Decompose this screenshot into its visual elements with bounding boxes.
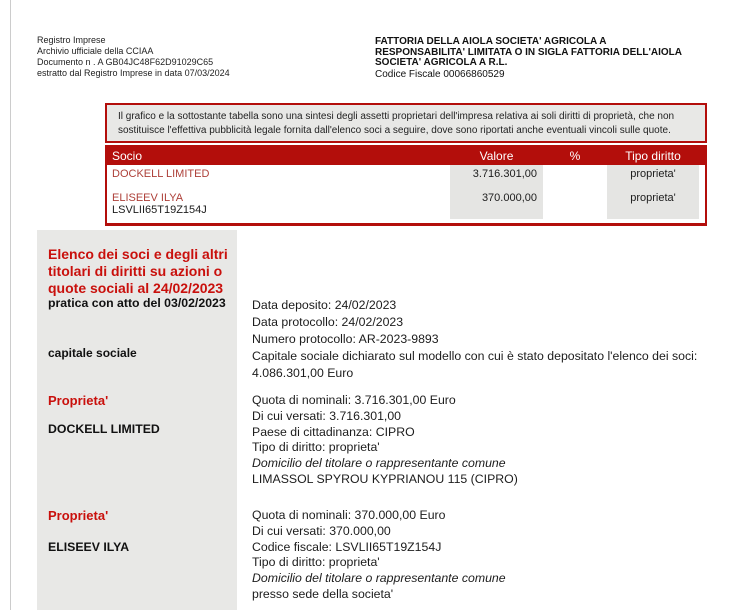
capitale-dichiarato: Capitale sociale dichiarato sul modello con cui è stato depositato l'elenco dei soci: 4.086.301,00 Euro [252, 349, 698, 380]
section-details [252, 393, 712, 488]
company-header [375, 37, 687, 80]
title-line: Elenco dei soci e degli altri [48, 246, 228, 262]
di-cui-versati: Di cui versati: 370.000,00 [252, 523, 391, 538]
registry-name: Registro Imprese [37, 35, 106, 45]
domicilio-address: LIMASSOL SPYROU KYPRIANOU 115 (CIPRO) [252, 471, 518, 486]
table-row-socio [107, 165, 450, 189]
section-details [252, 508, 712, 603]
section-holder-name: DOCKELL LIMITED [48, 422, 160, 436]
domicilio-heading: Domicilio del titolare o rappresentante comune [252, 571, 506, 586]
numero-protocollo: Numero protocollo: AR-2023-9893 [252, 332, 439, 346]
title-line: quote sociali al 24/02/2023 [48, 280, 224, 296]
section-holder-name: ELISEEV ILYA [48, 540, 130, 554]
title-line: titolari di diritti su azioni o [48, 263, 223, 279]
shareholders-table [105, 145, 707, 226]
codice-fiscale: Codice fiscale: LSVLII65T19Z154J [252, 539, 442, 554]
column-header-valore: Valore [479, 149, 514, 163]
shareholder-name: ELISEEV ILYA [112, 192, 184, 204]
section-proprieta-label: Proprieta' [48, 508, 109, 523]
paese-cittadinanza: Paese di cittadinanza: CIPRO [252, 424, 415, 439]
quota-nominali: Quota di nominali: 370.000,00 Euro [252, 508, 446, 522]
table-row-tipo: proprieta' [607, 189, 699, 219]
domicilio-address: presso sede della societa' [252, 586, 394, 601]
page-left-divider [10, 0, 11, 610]
shareholder-fiscal-code: LSVLII65T19Z154J [112, 204, 207, 216]
elenco-soci-title [48, 246, 228, 297]
row-filler [699, 165, 705, 189]
deposit-info [252, 297, 712, 382]
notice-box [105, 103, 707, 143]
tipo-diritto: Tipo di diritto: proprieta' [252, 555, 380, 570]
table-row-percent [543, 189, 607, 219]
extract-date: estratto dal Registro Imprese in data 07/03/2024 [37, 68, 230, 78]
registry-header [37, 35, 230, 79]
data-protocollo: Data protocollo: 24/02/2023 [252, 315, 404, 329]
column-header-tipo-diritto: Tipo diritto [625, 149, 681, 163]
column-header-socio: Socio [112, 149, 143, 163]
di-cui-versati: Di cui versati: 3.716.301,00 [252, 408, 402, 423]
table-row-socio [107, 189, 450, 219]
notice-text: Il grafico e la sottostante tabella sono una sintesi degli assetti proprietari dell'impresa relativa ai soli diritti di proprietà, che non sostituisce l'effettiva pubblicità legale fornita dall'elenco soci a seguire, dove sono riportati anche eventuali vincoli sulle quote. [118, 111, 675, 136]
table-header-row [107, 147, 705, 165]
pratica-subtitle: pratica con atto del 03/02/2023 [48, 296, 226, 310]
registry-archive: Archivio ufficiale della CCIAA [37, 46, 154, 56]
capitale-sociale-label: capitale sociale [48, 346, 137, 360]
quota-nominali: Quota di nominali: 3.716.301,00 Euro [252, 393, 456, 407]
table-row-valore: 370.000,00 [450, 189, 543, 219]
section-proprieta-label: Proprieta' [48, 393, 109, 408]
table-row-percent [543, 165, 607, 189]
tipo-diritto: Tipo di diritto: proprieta' [252, 440, 380, 455]
document-number: Documento n . A GB04JC48F62D91029C65 [37, 57, 214, 67]
shareholder-name: DOCKELL LIMITED [112, 168, 210, 180]
table-body [107, 165, 705, 223]
column-header-percent: % [569, 149, 581, 163]
table-row-valore: 3.716.301,00 [450, 165, 543, 189]
domicilio-heading: Domicilio del titolare o rappresentante comune [252, 456, 506, 471]
data-deposito: Data deposito: 24/02/2023 [252, 298, 397, 312]
fiscal-code: Codice Fiscale 00066860529 [375, 68, 505, 80]
row-filler [699, 189, 705, 219]
company-name: FATTORIA DELLA AIOLA SOCIETA' AGRICOLA A RESPONSABILITA' LIMITATA O IN SIGLA FATTORIA DELL'AIOLA SOCIETA' AGRICOLA A R.L. [375, 36, 682, 68]
table-row-tipo: proprieta' [607, 165, 699, 189]
